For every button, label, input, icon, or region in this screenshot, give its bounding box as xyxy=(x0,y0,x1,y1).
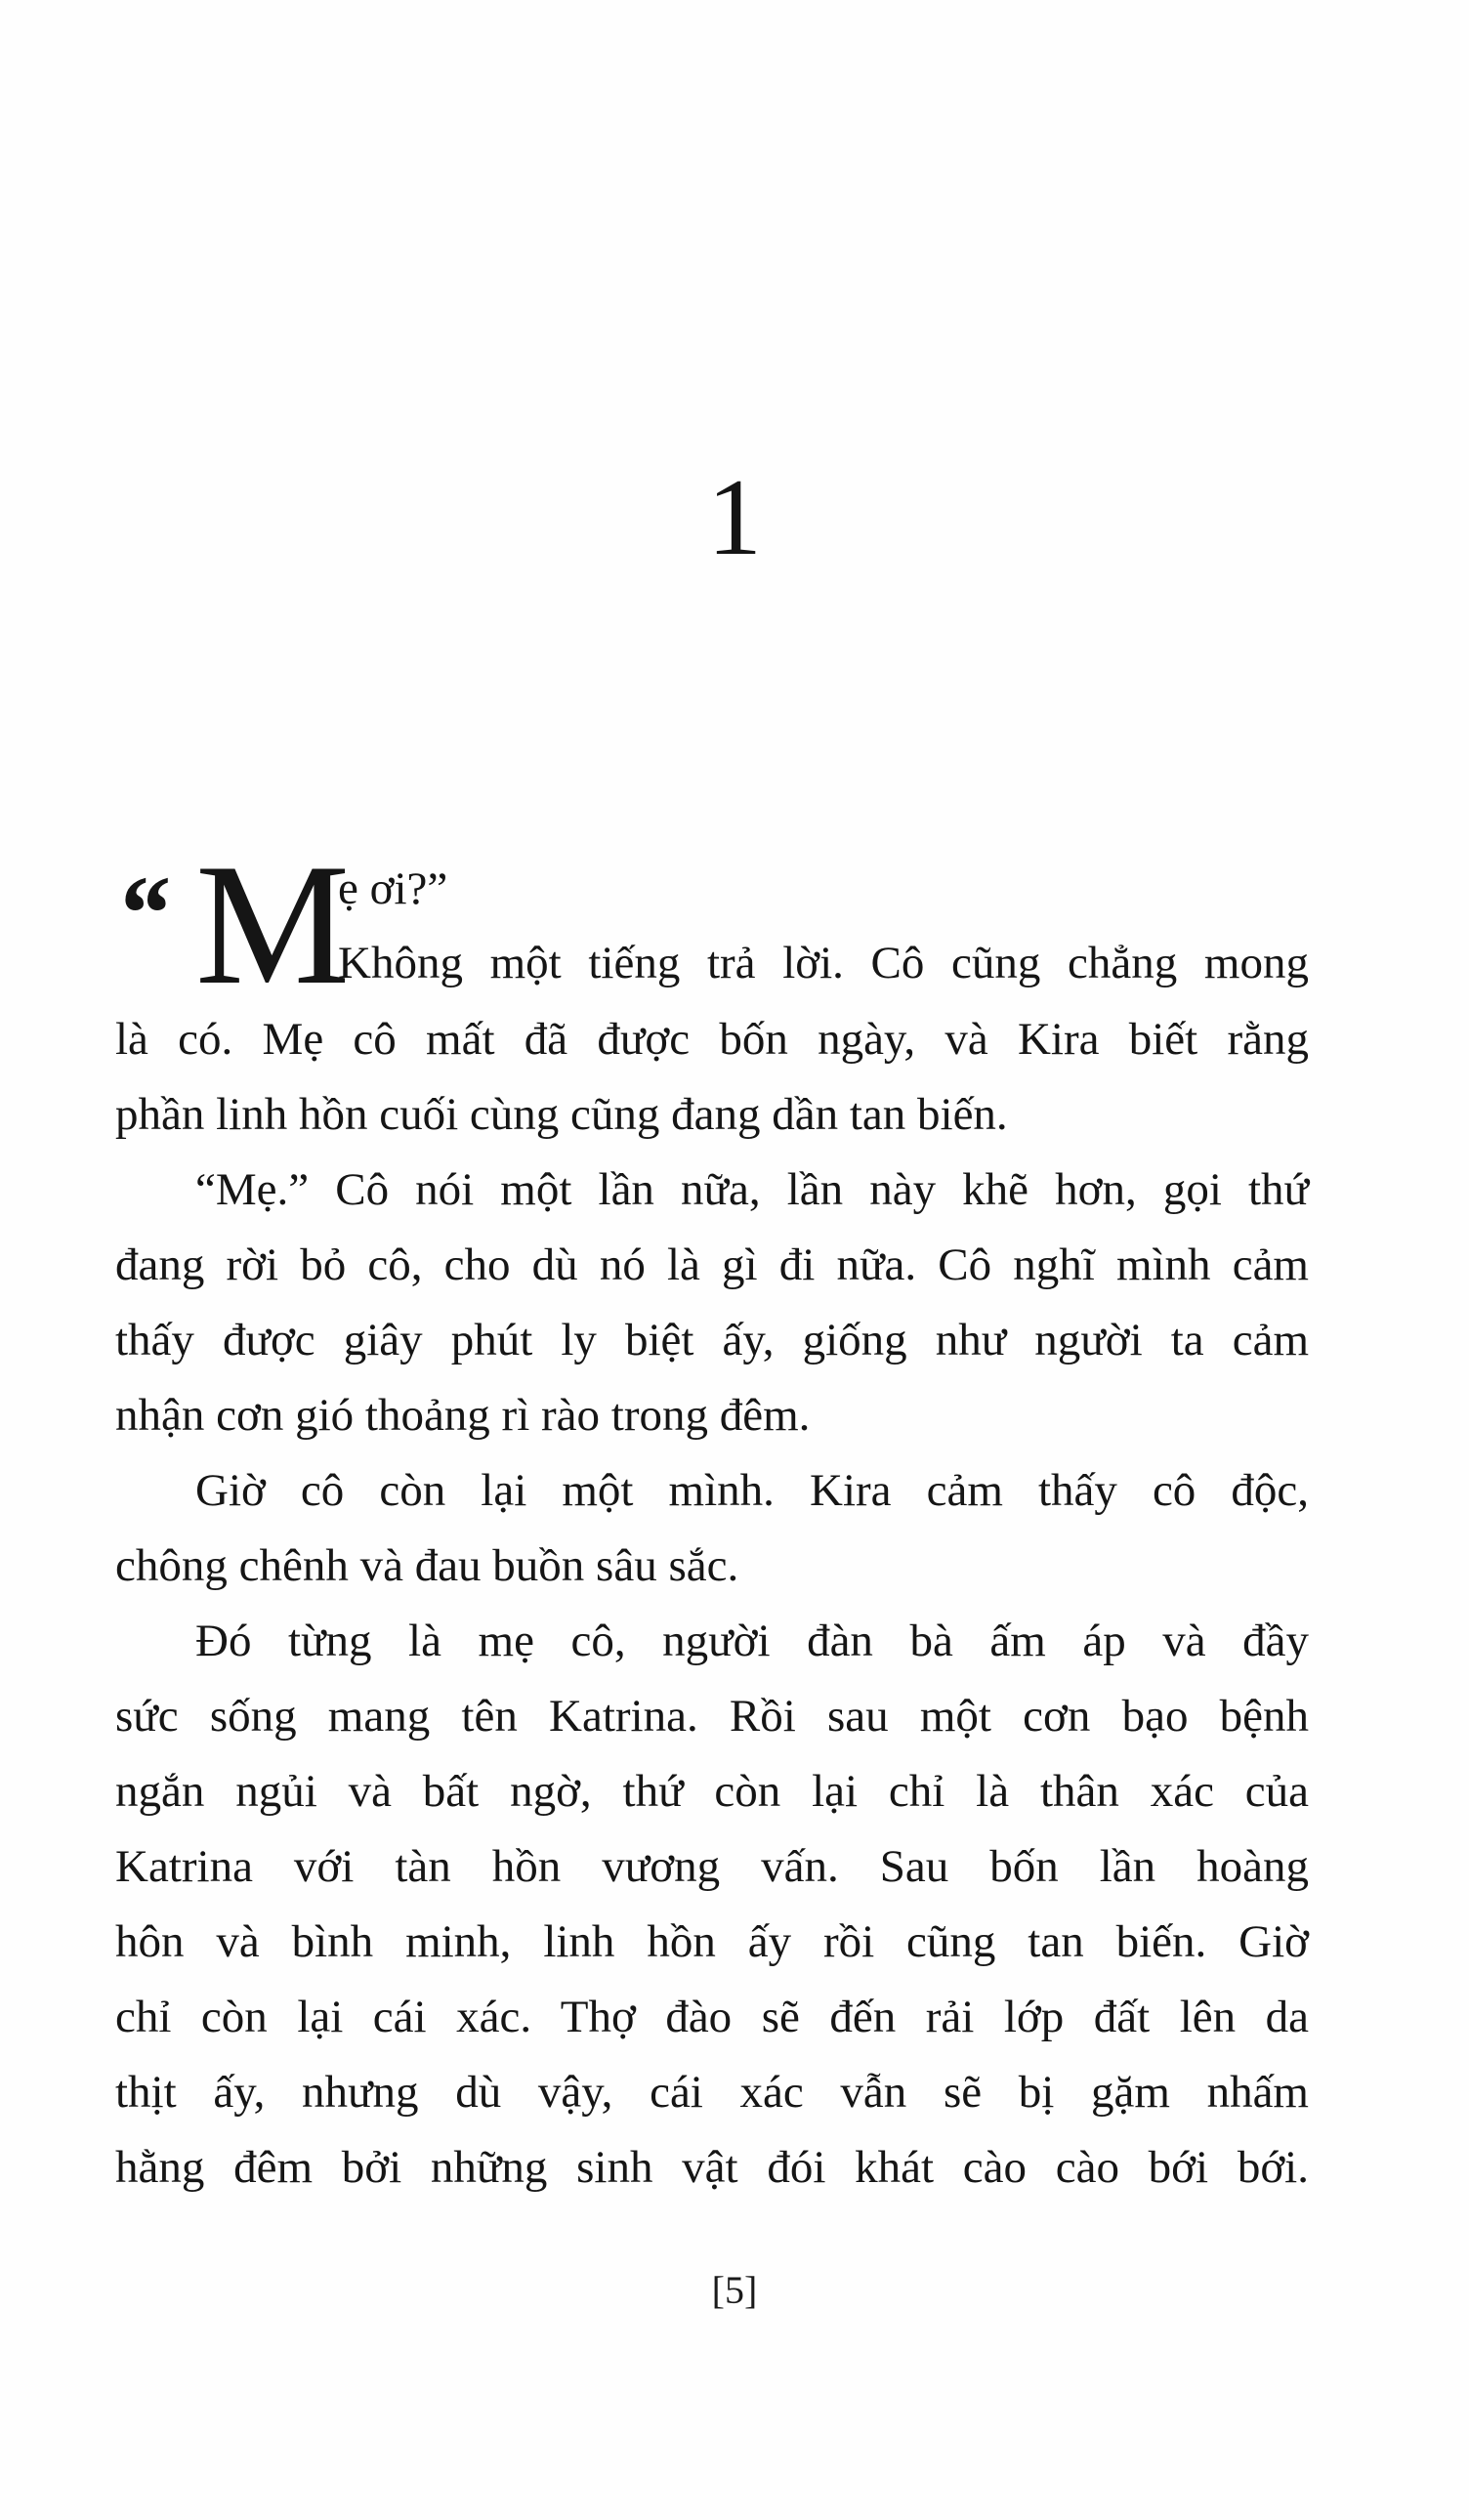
opening-line: ẹ ơi?” xyxy=(338,863,448,914)
text-line: chông chênh và đau buồn sâu sắc. xyxy=(115,1540,739,1591)
text-line: thấy được giây phút ly biệt ấy, giống như người ta cảm xyxy=(115,1315,1309,1365)
text-line: Katrina với tàn hồn vương vấn. Sau bốn lần hoàng xyxy=(115,1841,1309,1892)
page-number: [5] xyxy=(711,2268,758,2312)
drop-cap: M xyxy=(195,827,351,1021)
text-line: chỉ còn lại cái xác. Thợ đào sẽ đến rải lớp đất lên da xyxy=(115,1992,1309,2042)
text-line: phần linh hồn cuối cùng cũng đang dần tan biến. xyxy=(115,1089,1008,1140)
text-line: Không một tiếng trả lời. Cô cũng chẳng mong xyxy=(338,938,1309,988)
text-line: “Mẹ.” Cô nói một lần nữa, lần này khẽ hơn, gọi thứ xyxy=(195,1164,1309,1215)
text-line: nhận cơn gió thoảng rì rào trong đêm. xyxy=(115,1390,811,1441)
opening-quote-mark: “ xyxy=(115,854,169,973)
text-line: hôn và bình minh, linh hồn ấy rồi cũng tan biến. Giờ xyxy=(115,1916,1309,1967)
text-line: thịt ấy, nhưng dù vậy, cái xác vẫn sẽ bị gặm nhấm xyxy=(115,2067,1309,2118)
text-line: Giờ cô còn lại một mình. Kira cảm thấy cô độc, xyxy=(195,1465,1309,1516)
text-line: đang rời bỏ cô, cho dù nó là gì đi nữa. Cô nghĩ mình cảm xyxy=(115,1239,1309,1290)
text-line: ngắn ngủi và bất ngờ, thứ còn lại chỉ là thân xác của xyxy=(115,1766,1309,1817)
chapter-number: 1 xyxy=(707,457,762,578)
text-line: sức sống mang tên Katrina. Rồi sau một cơn bạo bệnh xyxy=(115,1691,1309,1742)
text-line: hằng đêm bởi những sinh vật đói khát cào cào bới bới. xyxy=(115,2142,1309,2193)
text-line: là có. Mẹ cô mất đã được bốn ngày, và Kira biết rằng xyxy=(115,1014,1309,1065)
text-line: Đó từng là mẹ cô, người đàn bà ấm áp và đầy xyxy=(195,1616,1309,1666)
